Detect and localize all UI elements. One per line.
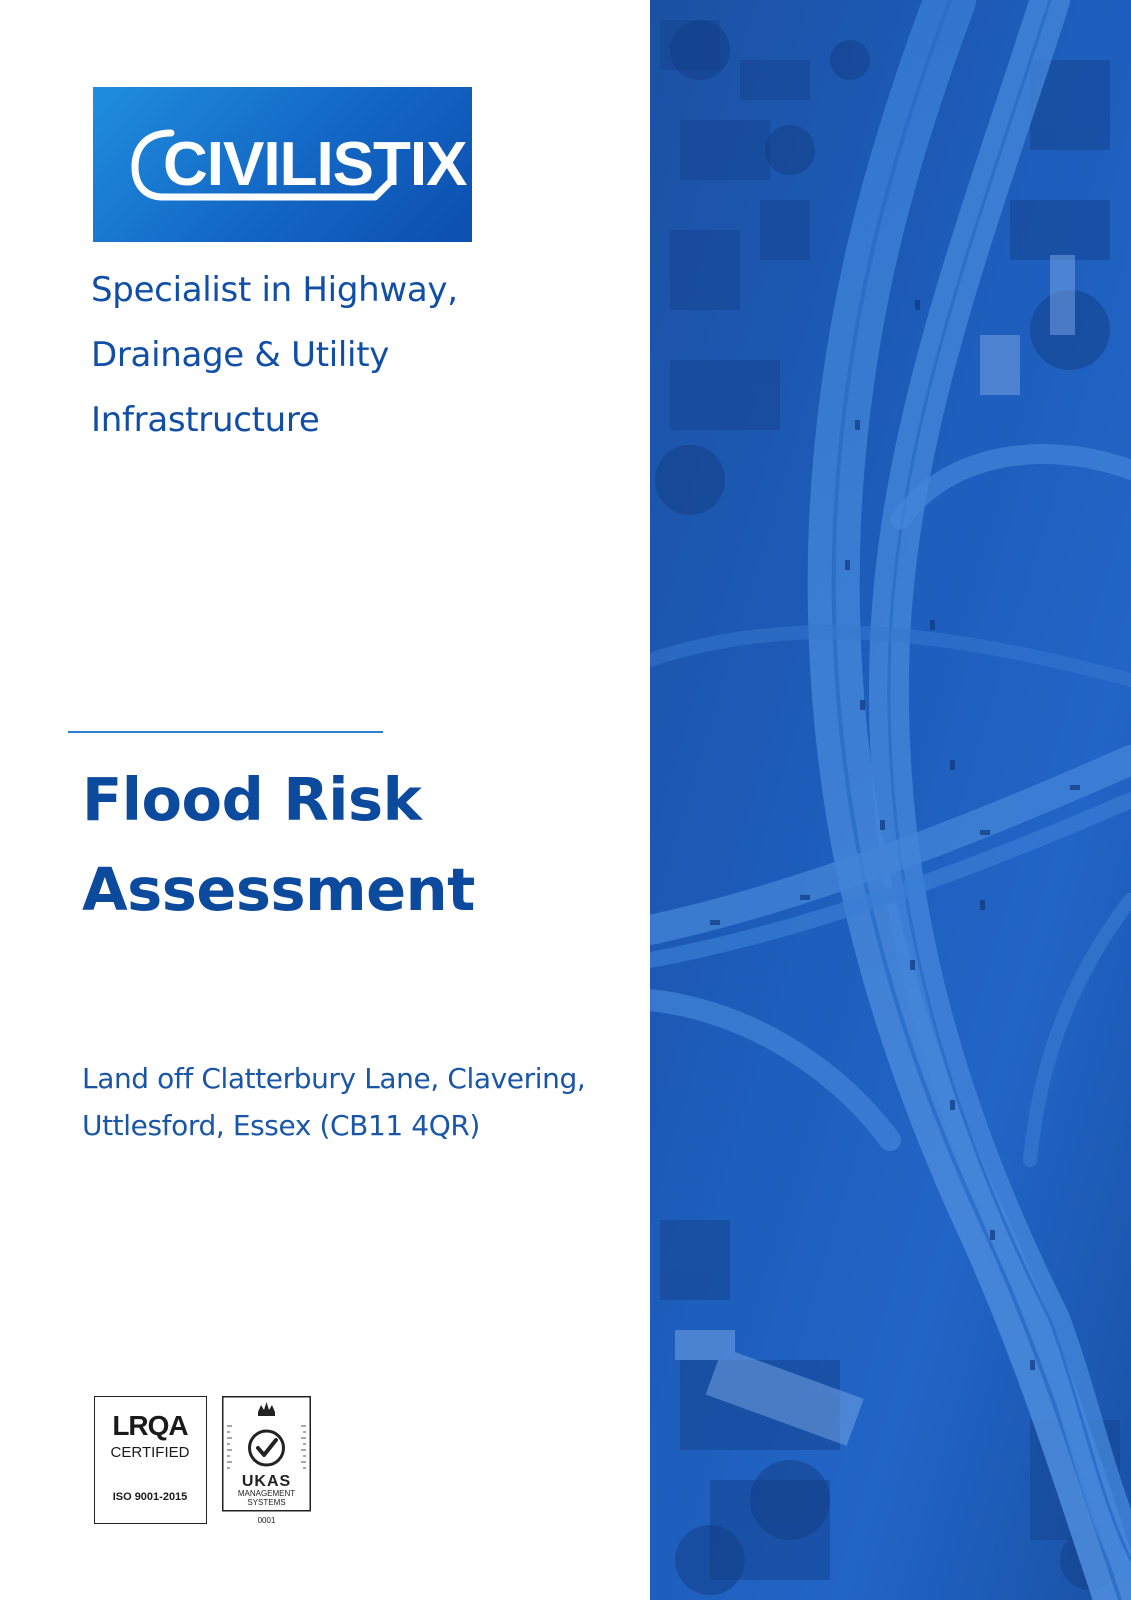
title-divider bbox=[68, 731, 383, 733]
address-line-1: Land off Clatterbury Lane, Clavering, bbox=[82, 1062, 586, 1095]
lrqa-certified-badge bbox=[94, 1396, 207, 1524]
site-address bbox=[82, 1055, 642, 1149]
company-tagline bbox=[91, 258, 551, 453]
address-line-2: Uttlesford, Essex (CB11 4QR) bbox=[82, 1109, 480, 1142]
ukas-number: 0001 bbox=[257, 1516, 276, 1525]
lrqa-badge-graphic bbox=[95, 1397, 205, 1522]
tagline-line-2: Drainage & Utility bbox=[91, 335, 390, 375]
ukas-badge-graphic bbox=[222, 1396, 311, 1529]
aerial-road-image bbox=[650, 0, 1131, 1600]
lrqa-logo-text: LRQA bbox=[112, 1410, 188, 1441]
ukas-logo-text: UKAS bbox=[241, 1473, 292, 1490]
civilistix-logo-graphic bbox=[93, 87, 472, 242]
logo-text: CIVILISTIX bbox=[163, 130, 467, 199]
title-line-2: Assessment bbox=[82, 855, 475, 924]
aerial-road-photo bbox=[650, 0, 1131, 1600]
lrqa-standard-text: ISO 9001-2015 bbox=[112, 1491, 188, 1503]
tagline-line-3: Infrastructure bbox=[91, 400, 320, 440]
document-title bbox=[82, 755, 602, 935]
company-logo bbox=[93, 87, 472, 242]
ukas-management-systems-badge bbox=[222, 1396, 311, 1529]
tagline-line-1: Specialist in Highway, bbox=[91, 270, 458, 310]
ukas-line-1: MANAGEMENT bbox=[237, 1489, 296, 1498]
lrqa-status-text: CERTIFIED bbox=[110, 1444, 190, 1461]
ukas-line-2: SYSTEMS bbox=[247, 1498, 286, 1507]
title-line-1: Flood Risk bbox=[82, 765, 422, 834]
